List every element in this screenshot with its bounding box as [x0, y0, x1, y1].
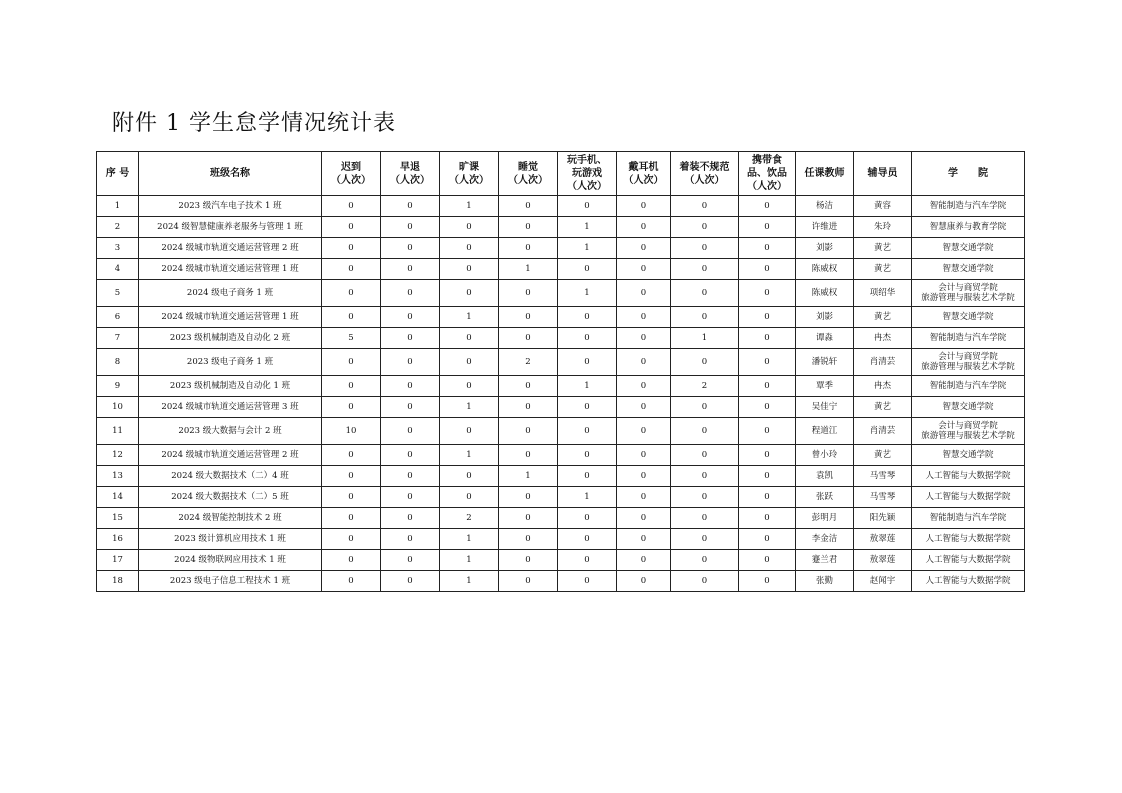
cell-dress-code: 0 — [671, 508, 739, 529]
cell-sleeping: 0 — [499, 445, 558, 466]
header-early-leave: 早退 （人次） — [381, 152, 440, 196]
cell-dress-code: 0 — [671, 571, 739, 592]
cell-late: 0 — [322, 508, 381, 529]
cell-phone-games: 0 — [558, 259, 617, 280]
cell-index: 7 — [97, 328, 139, 349]
cell-class-name: 2024 级电子商务 1 班 — [139, 280, 322, 307]
cell-index: 14 — [97, 487, 139, 508]
cell-index: 15 — [97, 508, 139, 529]
cell-late: 0 — [322, 349, 381, 376]
cell-college: 智能制造与汽车学院 — [912, 196, 1025, 217]
cell-class-name: 2024 级城市轨道交通运营管理 2 班 — [139, 238, 322, 259]
cell-college: 智能制造与汽车学院 — [912, 328, 1025, 349]
header-phone-games: 玩手机、 玩游戏 （人次） — [558, 152, 617, 196]
cell-early-leave: 0 — [381, 418, 440, 445]
cell-teacher: 谭淼 — [796, 328, 854, 349]
cell-teacher: 李金洁 — [796, 529, 854, 550]
cell-dress-code: 0 — [671, 259, 739, 280]
cell-counselor: 赵闻宇 — [854, 571, 912, 592]
cell-early-leave: 0 — [381, 307, 440, 328]
cell-sleeping: 0 — [499, 418, 558, 445]
cell-teacher: 曾小玲 — [796, 445, 854, 466]
cell-late: 0 — [322, 397, 381, 418]
cell-index: 10 — [97, 397, 139, 418]
cell-college: 智慧交通学院 — [912, 397, 1025, 418]
header-counselor: 辅导员 — [854, 152, 912, 196]
cell-college: 人工智能与大数据学院 — [912, 529, 1025, 550]
cell-class-name: 2024 级城市轨道交通运营管理 2 班 — [139, 445, 322, 466]
cell-absent: 0 — [440, 328, 499, 349]
cell-index: 17 — [97, 550, 139, 571]
header-index: 序 号 — [97, 152, 139, 196]
cell-index: 6 — [97, 307, 139, 328]
cell-earphones: 0 — [617, 529, 671, 550]
cell-earphones: 0 — [617, 571, 671, 592]
cell-index: 8 — [97, 349, 139, 376]
cell-teacher: 陈威权 — [796, 280, 854, 307]
cell-class-name: 2023 级电子商务 1 班 — [139, 349, 322, 376]
cell-sleeping: 0 — [499, 508, 558, 529]
cell-index: 18 — [97, 571, 139, 592]
cell-dress-code: 0 — [671, 196, 739, 217]
cell-teacher: 潘锐轩 — [796, 349, 854, 376]
cell-sleeping: 0 — [499, 280, 558, 307]
cell-early-leave: 0 — [381, 349, 440, 376]
cell-phone-games: 0 — [558, 466, 617, 487]
cell-counselor: 黄容 — [854, 196, 912, 217]
cell-teacher: 张跃 — [796, 487, 854, 508]
cell-early-leave: 0 — [381, 397, 440, 418]
cell-class-name: 2023 级机械制造及自动化 1 班 — [139, 376, 322, 397]
cell-absent: 0 — [440, 259, 499, 280]
cell-absent: 1 — [440, 445, 499, 466]
cell-teacher: 杨洁 — [796, 196, 854, 217]
cell-index: 9 — [97, 376, 139, 397]
cell-sleeping: 0 — [499, 238, 558, 259]
cell-phone-games: 0 — [558, 529, 617, 550]
cell-late: 0 — [322, 280, 381, 307]
cell-phone-games: 1 — [558, 217, 617, 238]
cell-late: 0 — [322, 238, 381, 259]
cell-class-name: 2024 级大数据技术（二）4 班 — [139, 466, 322, 487]
table-row — [97, 217, 1025, 238]
cell-dress-code: 1 — [671, 328, 739, 349]
cell-teacher: 彭明月 — [796, 508, 854, 529]
cell-counselor: 敖翠莲 — [854, 550, 912, 571]
cell-absent: 2 — [440, 508, 499, 529]
cell-sleeping: 1 — [499, 466, 558, 487]
cell-early-leave: 0 — [381, 571, 440, 592]
cell-earphones: 0 — [617, 280, 671, 307]
cell-earphones: 0 — [617, 397, 671, 418]
cell-food-drink: 0 — [739, 487, 796, 508]
cell-sleeping: 1 — [499, 259, 558, 280]
statistics-table — [96, 151, 1025, 592]
cell-late: 0 — [322, 307, 381, 328]
cell-class-name: 2024 级智慧健康养老服务与管理 1 班 — [139, 217, 322, 238]
cell-teacher: 程道江 — [796, 418, 854, 445]
cell-class-name: 2024 级城市轨道交通运营管理 1 班 — [139, 259, 322, 280]
cell-food-drink: 0 — [739, 280, 796, 307]
cell-earphones: 0 — [617, 445, 671, 466]
cell-index: 2 — [97, 217, 139, 238]
cell-earphones: 0 — [617, 328, 671, 349]
table-header-row — [97, 152, 1025, 196]
cell-teacher: 许维进 — [796, 217, 854, 238]
cell-counselor: 马雪琴 — [854, 466, 912, 487]
table-row — [97, 571, 1025, 592]
cell-dress-code: 0 — [671, 349, 739, 376]
cell-absent: 0 — [440, 487, 499, 508]
cell-food-drink: 0 — [739, 550, 796, 571]
cell-sleeping: 2 — [499, 349, 558, 376]
cell-earphones: 0 — [617, 349, 671, 376]
cell-college: 人工智能与大数据学院 — [912, 487, 1025, 508]
cell-teacher: 袁凯 — [796, 466, 854, 487]
cell-early-leave: 0 — [381, 280, 440, 307]
cell-early-leave: 0 — [381, 508, 440, 529]
cell-absent: 0 — [440, 418, 499, 445]
cell-class-name: 2024 级物联网应用技术 1 班 — [139, 550, 322, 571]
table-row — [97, 376, 1025, 397]
table-row — [97, 280, 1025, 307]
cell-teacher: 张勤 — [796, 571, 854, 592]
cell-college: 会计与商贸学院 旅游管理与服装艺术学院 — [912, 349, 1025, 376]
table-row — [97, 196, 1025, 217]
table-row — [97, 529, 1025, 550]
header-class-name: 班级名称 — [139, 152, 322, 196]
cell-food-drink: 0 — [739, 196, 796, 217]
cell-index: 13 — [97, 466, 139, 487]
cell-late: 5 — [322, 328, 381, 349]
cell-college: 智慧交通学院 — [912, 238, 1025, 259]
table-row — [97, 445, 1025, 466]
cell-sleeping: 0 — [499, 550, 558, 571]
cell-late: 0 — [322, 487, 381, 508]
cell-absent: 1 — [440, 397, 499, 418]
cell-counselor: 黄艺 — [854, 238, 912, 259]
cell-sleeping: 0 — [499, 328, 558, 349]
cell-counselor: 敖翠莲 — [854, 529, 912, 550]
cell-class-name: 2024 级大数据技术（二）5 班 — [139, 487, 322, 508]
header-sleeping: 睡觉 （人次） — [499, 152, 558, 196]
cell-late: 10 — [322, 418, 381, 445]
cell-dress-code: 0 — [671, 550, 739, 571]
cell-phone-games: 0 — [558, 349, 617, 376]
cell-class-name: 2024 级城市轨道交通运营管理 1 班 — [139, 307, 322, 328]
cell-phone-games: 0 — [558, 508, 617, 529]
cell-food-drink: 0 — [739, 418, 796, 445]
cell-sleeping: 0 — [499, 217, 558, 238]
cell-counselor: 冉杰 — [854, 376, 912, 397]
cell-counselor: 肖清芸 — [854, 418, 912, 445]
cell-class-name: 2023 级机械制造及自动化 2 班 — [139, 328, 322, 349]
cell-late: 0 — [322, 196, 381, 217]
cell-counselor: 阳先颖 — [854, 508, 912, 529]
cell-phone-games: 0 — [558, 307, 617, 328]
cell-dress-code: 0 — [671, 238, 739, 259]
cell-counselor: 马雪琴 — [854, 487, 912, 508]
cell-absent: 0 — [440, 376, 499, 397]
cell-late: 0 — [322, 571, 381, 592]
cell-early-leave: 0 — [381, 196, 440, 217]
cell-absent: 1 — [440, 550, 499, 571]
header-late: 迟到 （人次） — [322, 152, 381, 196]
cell-dress-code: 0 — [671, 466, 739, 487]
cell-phone-games: 1 — [558, 238, 617, 259]
cell-dress-code: 0 — [671, 529, 739, 550]
cell-sleeping: 0 — [499, 196, 558, 217]
cell-college: 智慧交通学院 — [912, 259, 1025, 280]
cell-early-leave: 0 — [381, 487, 440, 508]
cell-teacher: 刘影 — [796, 238, 854, 259]
cell-index: 3 — [97, 238, 139, 259]
cell-sleeping: 0 — [499, 487, 558, 508]
cell-absent: 0 — [440, 466, 499, 487]
cell-sleeping: 0 — [499, 397, 558, 418]
cell-class-name: 2023 级大数据与会计 2 班 — [139, 418, 322, 445]
cell-college: 智慧交通学院 — [912, 445, 1025, 466]
page-title: 附件 1 学生怠学情况统计表 — [112, 111, 396, 136]
cell-early-leave: 0 — [381, 376, 440, 397]
table-row — [97, 397, 1025, 418]
cell-dress-code: 0 — [671, 418, 739, 445]
cell-college: 人工智能与大数据学院 — [912, 550, 1025, 571]
cell-dress-code: 0 — [671, 397, 739, 418]
cell-dress-code: 2 — [671, 376, 739, 397]
cell-sleeping: 0 — [499, 571, 558, 592]
cell-college: 会计与商贸学院 旅游管理与服装艺术学院 — [912, 280, 1025, 307]
cell-sleeping: 0 — [499, 307, 558, 328]
header-teacher: 任课教师 — [796, 152, 854, 196]
table-row — [97, 259, 1025, 280]
table-row — [97, 328, 1025, 349]
cell-phone-games: 1 — [558, 280, 617, 307]
cell-earphones: 0 — [617, 196, 671, 217]
cell-earphones: 0 — [617, 418, 671, 445]
cell-absent: 1 — [440, 571, 499, 592]
cell-food-drink: 0 — [739, 466, 796, 487]
cell-teacher: 覃季 — [796, 376, 854, 397]
table-row — [97, 307, 1025, 328]
cell-absent: 1 — [440, 529, 499, 550]
table-row — [97, 508, 1025, 529]
cell-counselor: 黄艺 — [854, 307, 912, 328]
cell-earphones: 0 — [617, 259, 671, 280]
cell-late: 0 — [322, 217, 381, 238]
cell-teacher: 陈威权 — [796, 259, 854, 280]
cell-counselor: 黄艺 — [854, 397, 912, 418]
table-row — [97, 418, 1025, 445]
cell-dress-code: 0 — [671, 445, 739, 466]
cell-counselor: 冉杰 — [854, 328, 912, 349]
cell-college: 人工智能与大数据学院 — [912, 466, 1025, 487]
cell-food-drink: 0 — [739, 571, 796, 592]
cell-absent: 1 — [440, 307, 499, 328]
cell-early-leave: 0 — [381, 445, 440, 466]
cell-index: 5 — [97, 280, 139, 307]
cell-food-drink: 0 — [739, 328, 796, 349]
cell-food-drink: 0 — [739, 259, 796, 280]
table-row — [97, 487, 1025, 508]
cell-index: 1 — [97, 196, 139, 217]
cell-early-leave: 0 — [381, 328, 440, 349]
cell-absent: 0 — [440, 238, 499, 259]
cell-late: 0 — [322, 445, 381, 466]
cell-food-drink: 0 — [739, 217, 796, 238]
table-row — [97, 466, 1025, 487]
header-earphones: 戴耳机 （人次） — [617, 152, 671, 196]
cell-index: 16 — [97, 529, 139, 550]
cell-counselor: 肖清芸 — [854, 349, 912, 376]
cell-class-name: 2024 级智能控制技术 2 班 — [139, 508, 322, 529]
cell-dress-code: 0 — [671, 307, 739, 328]
cell-counselor: 黄艺 — [854, 259, 912, 280]
cell-college: 智能制造与汽车学院 — [912, 508, 1025, 529]
cell-class-name: 2023 级汽车电子技术 1 班 — [139, 196, 322, 217]
cell-early-leave: 0 — [381, 466, 440, 487]
cell-late: 0 — [322, 466, 381, 487]
cell-earphones: 0 — [617, 487, 671, 508]
cell-sleeping: 0 — [499, 529, 558, 550]
cell-food-drink: 0 — [739, 349, 796, 376]
cell-earphones: 0 — [617, 550, 671, 571]
cell-phone-games: 0 — [558, 418, 617, 445]
cell-earphones: 0 — [617, 466, 671, 487]
cell-late: 0 — [322, 376, 381, 397]
cell-earphones: 0 — [617, 307, 671, 328]
cell-counselor: 黄艺 — [854, 445, 912, 466]
cell-food-drink: 0 — [739, 238, 796, 259]
table-row — [97, 349, 1025, 376]
cell-class-name: 2024 级城市轨道交通运营管理 3 班 — [139, 397, 322, 418]
cell-counselor: 项绍华 — [854, 280, 912, 307]
cell-college: 智能制造与汽车学院 — [912, 376, 1025, 397]
cell-phone-games: 1 — [558, 376, 617, 397]
cell-food-drink: 0 — [739, 397, 796, 418]
cell-food-drink: 0 — [739, 376, 796, 397]
cell-teacher: 蹇兰君 — [796, 550, 854, 571]
cell-earphones: 0 — [617, 238, 671, 259]
cell-food-drink: 0 — [739, 445, 796, 466]
cell-late: 0 — [322, 529, 381, 550]
header-food-drink: 携带食 品、饮品 （人次） — [739, 152, 796, 196]
cell-earphones: 0 — [617, 376, 671, 397]
cell-early-leave: 0 — [381, 259, 440, 280]
cell-earphones: 0 — [617, 217, 671, 238]
header-absent: 旷课 （人次） — [440, 152, 499, 196]
cell-phone-games: 0 — [558, 397, 617, 418]
header-college: 学 院 — [912, 152, 1025, 196]
cell-absent: 0 — [440, 217, 499, 238]
cell-absent: 0 — [440, 280, 499, 307]
cell-phone-games: 0 — [558, 550, 617, 571]
cell-phone-games: 1 — [558, 487, 617, 508]
cell-early-leave: 0 — [381, 550, 440, 571]
cell-early-leave: 0 — [381, 238, 440, 259]
cell-earphones: 0 — [617, 508, 671, 529]
cell-food-drink: 0 — [739, 529, 796, 550]
table-body — [97, 196, 1025, 592]
cell-class-name: 2023 级计算机应用技术 1 班 — [139, 529, 322, 550]
cell-sleeping: 0 — [499, 376, 558, 397]
cell-early-leave: 0 — [381, 529, 440, 550]
cell-phone-games: 0 — [558, 445, 617, 466]
cell-late: 0 — [322, 550, 381, 571]
cell-index: 11 — [97, 418, 139, 445]
cell-class-name: 2023 级电子信息工程技术 1 班 — [139, 571, 322, 592]
cell-index: 12 — [97, 445, 139, 466]
cell-food-drink: 0 — [739, 508, 796, 529]
cell-college: 智慧康养与教育学院 — [912, 217, 1025, 238]
cell-teacher: 刘影 — [796, 307, 854, 328]
cell-dress-code: 0 — [671, 217, 739, 238]
cell-index: 4 — [97, 259, 139, 280]
cell-college: 会计与商贸学院 旅游管理与服装艺术学院 — [912, 418, 1025, 445]
cell-counselor: 朱玲 — [854, 217, 912, 238]
cell-college: 人工智能与大数据学院 — [912, 571, 1025, 592]
cell-absent: 1 — [440, 196, 499, 217]
cell-college: 智慧交通学院 — [912, 307, 1025, 328]
header-dress-code: 着装不规范 （人次） — [671, 152, 739, 196]
cell-late: 0 — [322, 259, 381, 280]
table-row — [97, 238, 1025, 259]
cell-dress-code: 0 — [671, 280, 739, 307]
cell-food-drink: 0 — [739, 307, 796, 328]
table-row — [97, 550, 1025, 571]
cell-dress-code: 0 — [671, 487, 739, 508]
cell-early-leave: 0 — [381, 217, 440, 238]
cell-teacher: 吴佳宁 — [796, 397, 854, 418]
cell-phone-games: 0 — [558, 571, 617, 592]
cell-phone-games: 0 — [558, 196, 617, 217]
cell-phone-games: 0 — [558, 328, 617, 349]
cell-absent: 0 — [440, 349, 499, 376]
